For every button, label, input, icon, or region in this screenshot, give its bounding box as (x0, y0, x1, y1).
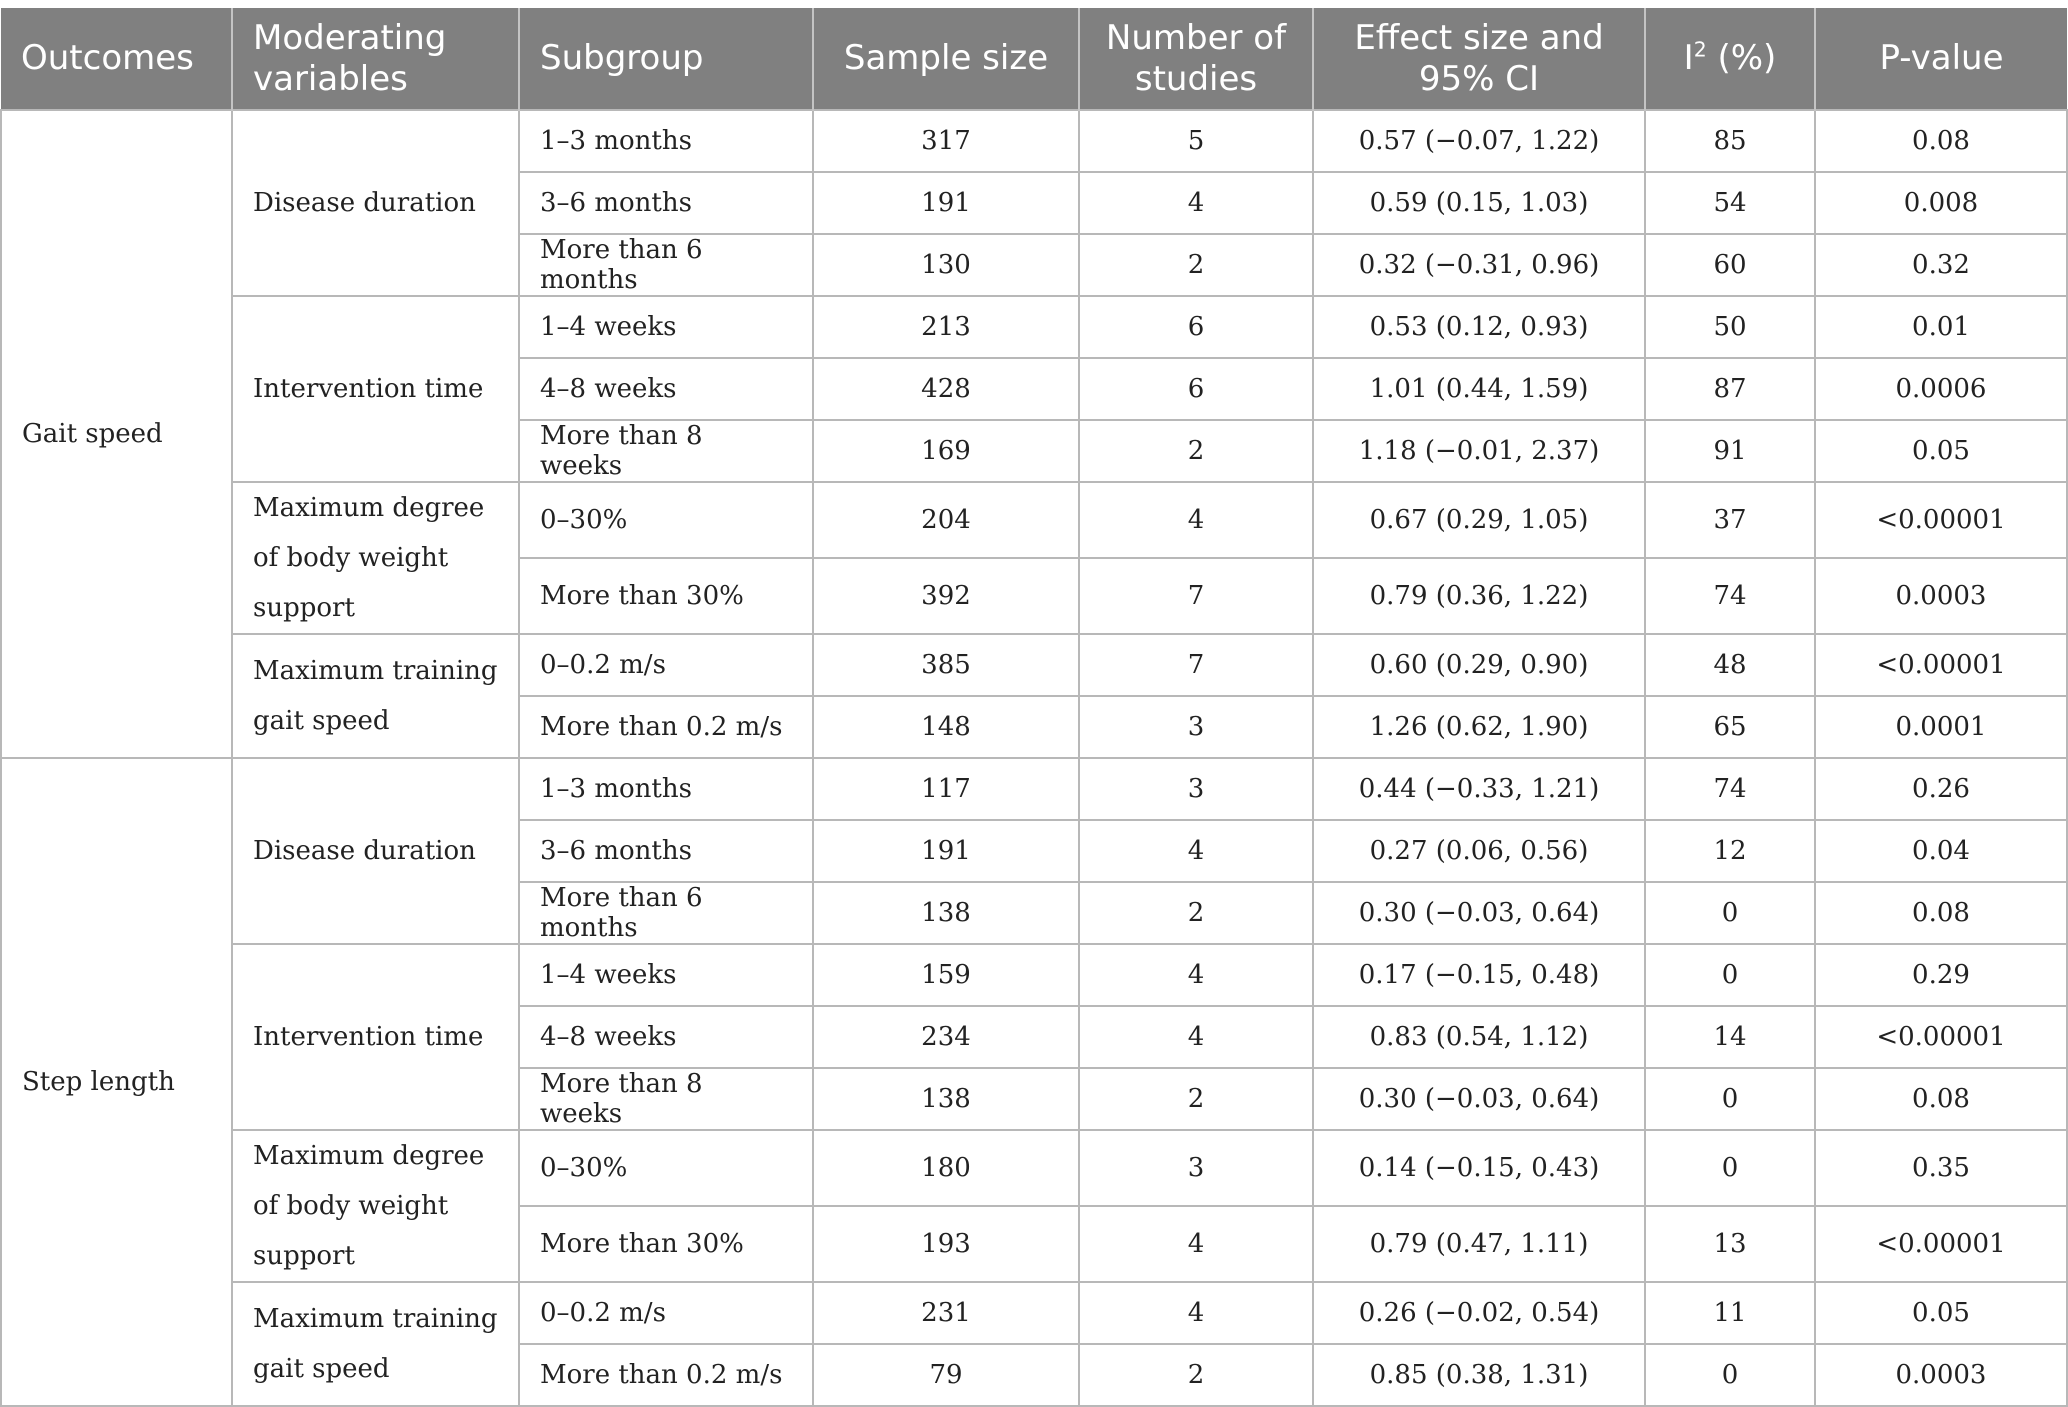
subgroup-cell: More than 0.2 m/s (519, 1344, 813, 1406)
sample-size-cell: 159 (813, 944, 1079, 1006)
header-outcomes: Outcomes (1, 8, 232, 110)
number-of-studies-cell: 2 (1079, 1068, 1313, 1130)
number-of-studies-cell: 5 (1079, 110, 1313, 172)
sample-size-cell: 191 (813, 820, 1079, 882)
p-value-cell: 0.26 (1815, 758, 2067, 820)
number-of-studies-cell: 3 (1079, 758, 1313, 820)
p-value-cell: 0.35 (1815, 1130, 2067, 1206)
effect-size-cell: 0.79 (0.36, 1.22) (1313, 558, 1645, 634)
i2-cell: 60 (1645, 234, 1815, 296)
i2-cell: 85 (1645, 110, 1815, 172)
i2-cell: 0 (1645, 1344, 1815, 1406)
i2-cell: 11 (1645, 1282, 1815, 1344)
header-row (1, 8, 2067, 110)
table-row (1, 110, 2067, 172)
table-row (1, 482, 2067, 558)
sample-size-cell: 234 (813, 1006, 1079, 1068)
number-of-studies-cell: 4 (1079, 944, 1313, 1006)
number-of-studies-cell: 4 (1079, 820, 1313, 882)
number-of-studies-cell: 6 (1079, 296, 1313, 358)
effect-size-cell: 1.01 (0.44, 1.59) (1313, 358, 1645, 420)
i2-cell: 50 (1645, 296, 1815, 358)
moderating-variable-cell: Maximum training gait speed (232, 634, 519, 758)
sample-size-cell: 428 (813, 358, 1079, 420)
p-value-cell: 0.29 (1815, 944, 2067, 1006)
i2-cell: 74 (1645, 758, 1815, 820)
subgroup-cell: 4–8 weeks (519, 358, 813, 420)
p-value-cell: <0.00001 (1815, 1206, 2067, 1282)
subgroup-cell: More than 8 weeks (519, 420, 813, 482)
number-of-studies-cell: 6 (1079, 358, 1313, 420)
subgroup-cell: 1–3 months (519, 110, 813, 172)
subgroup-cell: 0–30% (519, 482, 813, 558)
effect-size-cell: 0.59 (0.15, 1.03) (1313, 172, 1645, 234)
p-value-cell: 0.0003 (1815, 1344, 2067, 1406)
moderating-variable-cell: Intervention time (232, 296, 519, 482)
number-of-studies-cell: 4 (1079, 1006, 1313, 1068)
effect-size-cell: 0.53 (0.12, 0.93) (1313, 296, 1645, 358)
p-value-cell: 0.0006 (1815, 358, 2067, 420)
subgroup-cell: 1–4 weeks (519, 944, 813, 1006)
effect-size-cell: 0.26 (−0.02, 0.54) (1313, 1282, 1645, 1344)
effect-size-cell: 0.83 (0.54, 1.12) (1313, 1006, 1645, 1068)
i2-cell: 65 (1645, 696, 1815, 758)
sample-size-cell: 138 (813, 1068, 1079, 1130)
header-i2-unit: (%) (1706, 38, 1777, 78)
effect-size-cell: 0.30 (−0.03, 0.64) (1313, 882, 1645, 944)
sample-size-cell: 138 (813, 882, 1079, 944)
i2-cell: 13 (1645, 1206, 1815, 1282)
effect-size-cell: 0.32 (−0.31, 0.96) (1313, 234, 1645, 296)
p-value-cell: 0.008 (1815, 172, 2067, 234)
table-row (1, 634, 2067, 696)
outcome-cell: Gait speed (1, 110, 232, 758)
effect-size-cell: 0.17 (−0.15, 0.48) (1313, 944, 1645, 1006)
i2-cell: 12 (1645, 820, 1815, 882)
header-i2-superscript: 2 (1693, 37, 1707, 62)
p-value-cell: <0.00001 (1815, 1006, 2067, 1068)
moderating-variable-cell: Disease duration (232, 110, 519, 296)
i2-cell: 14 (1645, 1006, 1815, 1068)
number-of-studies-cell: 4 (1079, 1206, 1313, 1282)
i2-cell: 91 (1645, 420, 1815, 482)
number-of-studies-cell: 7 (1079, 634, 1313, 696)
effect-size-cell: 1.26 (0.62, 1.90) (1313, 696, 1645, 758)
subgroup-cell: 4–8 weeks (519, 1006, 813, 1068)
table-body (1, 110, 2067, 1406)
effect-size-cell: 0.27 (0.06, 0.56) (1313, 820, 1645, 882)
outcome-cell: Step length (1, 758, 232, 1406)
i2-cell: 0 (1645, 1130, 1815, 1206)
effect-size-cell: 0.30 (−0.03, 0.64) (1313, 1068, 1645, 1130)
number-of-studies-cell: 4 (1079, 482, 1313, 558)
sample-size-cell: 169 (813, 420, 1079, 482)
sample-size-cell: 385 (813, 634, 1079, 696)
number-of-studies-cell: 2 (1079, 1344, 1313, 1406)
effect-size-cell: 0.79 (0.47, 1.11) (1313, 1206, 1645, 1282)
number-of-studies-cell: 3 (1079, 696, 1313, 758)
sample-size-cell: 231 (813, 1282, 1079, 1344)
moderating-variable-cell: Intervention time (232, 944, 519, 1130)
p-value-cell: 0.04 (1815, 820, 2067, 882)
i2-cell: 87 (1645, 358, 1815, 420)
header-i2-base: I (1683, 38, 1694, 78)
subgroup-analysis-table (0, 8, 2068, 1407)
sample-size-cell: 148 (813, 696, 1079, 758)
moderating-variable-cell: Maximum training gait speed (232, 1282, 519, 1406)
table-row (1, 296, 2067, 358)
subgroup-cell: More than 0.2 m/s (519, 696, 813, 758)
sample-size-cell: 130 (813, 234, 1079, 296)
subgroup-cell: 0–30% (519, 1130, 813, 1206)
subgroup-cell: More than 8 weeks (519, 1068, 813, 1130)
moderating-variable-cell: Disease duration (232, 758, 519, 944)
effect-size-cell: 0.67 (0.29, 1.05) (1313, 482, 1645, 558)
sample-size-cell: 79 (813, 1344, 1079, 1406)
sample-size-cell: 317 (813, 110, 1079, 172)
p-value-cell: 0.08 (1815, 1068, 2067, 1130)
effect-size-cell: 0.60 (0.29, 0.90) (1313, 634, 1645, 696)
subgroup-cell: 1–4 weeks (519, 296, 813, 358)
subgroup-cell: More than 30% (519, 1206, 813, 1282)
number-of-studies-cell: 2 (1079, 234, 1313, 296)
sample-size-cell: 193 (813, 1206, 1079, 1282)
p-value-cell: 0.08 (1815, 110, 2067, 172)
header-moderating-variables: Moderating variables (232, 8, 519, 110)
effect-size-cell: 0.57 (−0.07, 1.22) (1313, 110, 1645, 172)
number-of-studies-cell: 4 (1079, 1282, 1313, 1344)
moderating-variable-cell: Maximum degree of body weight support (232, 1130, 519, 1282)
effect-size-cell: 0.14 (−0.15, 0.43) (1313, 1130, 1645, 1206)
sample-size-cell: 392 (813, 558, 1079, 634)
p-value-cell: <0.00001 (1815, 482, 2067, 558)
effect-size-cell: 0.44 (−0.33, 1.21) (1313, 758, 1645, 820)
number-of-studies-cell: 3 (1079, 1130, 1313, 1206)
i2-cell: 0 (1645, 944, 1815, 1006)
subgroup-cell: 3–6 months (519, 820, 813, 882)
subgroup-cell: 3–6 months (519, 172, 813, 234)
i2-cell: 37 (1645, 482, 1815, 558)
p-value-cell: 0.05 (1815, 420, 2067, 482)
number-of-studies-cell: 7 (1079, 558, 1313, 634)
header-sample-size: Sample size (813, 8, 1079, 110)
moderating-variable-cell: Maximum degree of body weight support (232, 482, 519, 634)
p-value-cell: 0.05 (1815, 1282, 2067, 1344)
p-value-cell: 0.01 (1815, 296, 2067, 358)
number-of-studies-cell: 4 (1079, 172, 1313, 234)
i2-cell: 0 (1645, 882, 1815, 944)
subgroup-cell: 1–3 months (519, 758, 813, 820)
i2-cell: 0 (1645, 1068, 1815, 1130)
sample-size-cell: 204 (813, 482, 1079, 558)
number-of-studies-cell: 2 (1079, 882, 1313, 944)
number-of-studies-cell: 2 (1079, 420, 1313, 482)
effect-size-cell: 1.18 (−0.01, 2.37) (1313, 420, 1645, 482)
p-value-cell: 0.32 (1815, 234, 2067, 296)
subgroup-cell: More than 6 months (519, 882, 813, 944)
table-row (1, 1282, 2067, 1344)
effect-size-cell: 0.85 (0.38, 1.31) (1313, 1344, 1645, 1406)
sample-size-cell: 117 (813, 758, 1079, 820)
p-value-cell: 0.0003 (1815, 558, 2067, 634)
subgroup-cell: More than 30% (519, 558, 813, 634)
subgroup-cell: More than 6 months (519, 234, 813, 296)
sample-size-cell: 191 (813, 172, 1079, 234)
i2-cell: 74 (1645, 558, 1815, 634)
i2-cell: 54 (1645, 172, 1815, 234)
table-row (1, 1130, 2067, 1206)
p-value-cell: 0.08 (1815, 882, 2067, 944)
p-value-cell: <0.00001 (1815, 634, 2067, 696)
table-row (1, 944, 2067, 1006)
subgroup-cell: 0–0.2 m/s (519, 634, 813, 696)
header-i2 (1645, 8, 1815, 110)
sample-size-cell: 180 (813, 1130, 1079, 1206)
header-subgroup: Subgroup (519, 8, 813, 110)
i2-cell: 48 (1645, 634, 1815, 696)
table-header (1, 8, 2067, 110)
table-row (1, 758, 2067, 820)
header-number-of-studies: Number of studies (1079, 8, 1313, 110)
header-p-value: P-value (1815, 8, 2067, 110)
header-effect-size: Effect size and 95% CI (1313, 8, 1645, 110)
subgroup-cell: 0–0.2 m/s (519, 1282, 813, 1344)
p-value-cell: 0.0001 (1815, 696, 2067, 758)
sample-size-cell: 213 (813, 296, 1079, 358)
